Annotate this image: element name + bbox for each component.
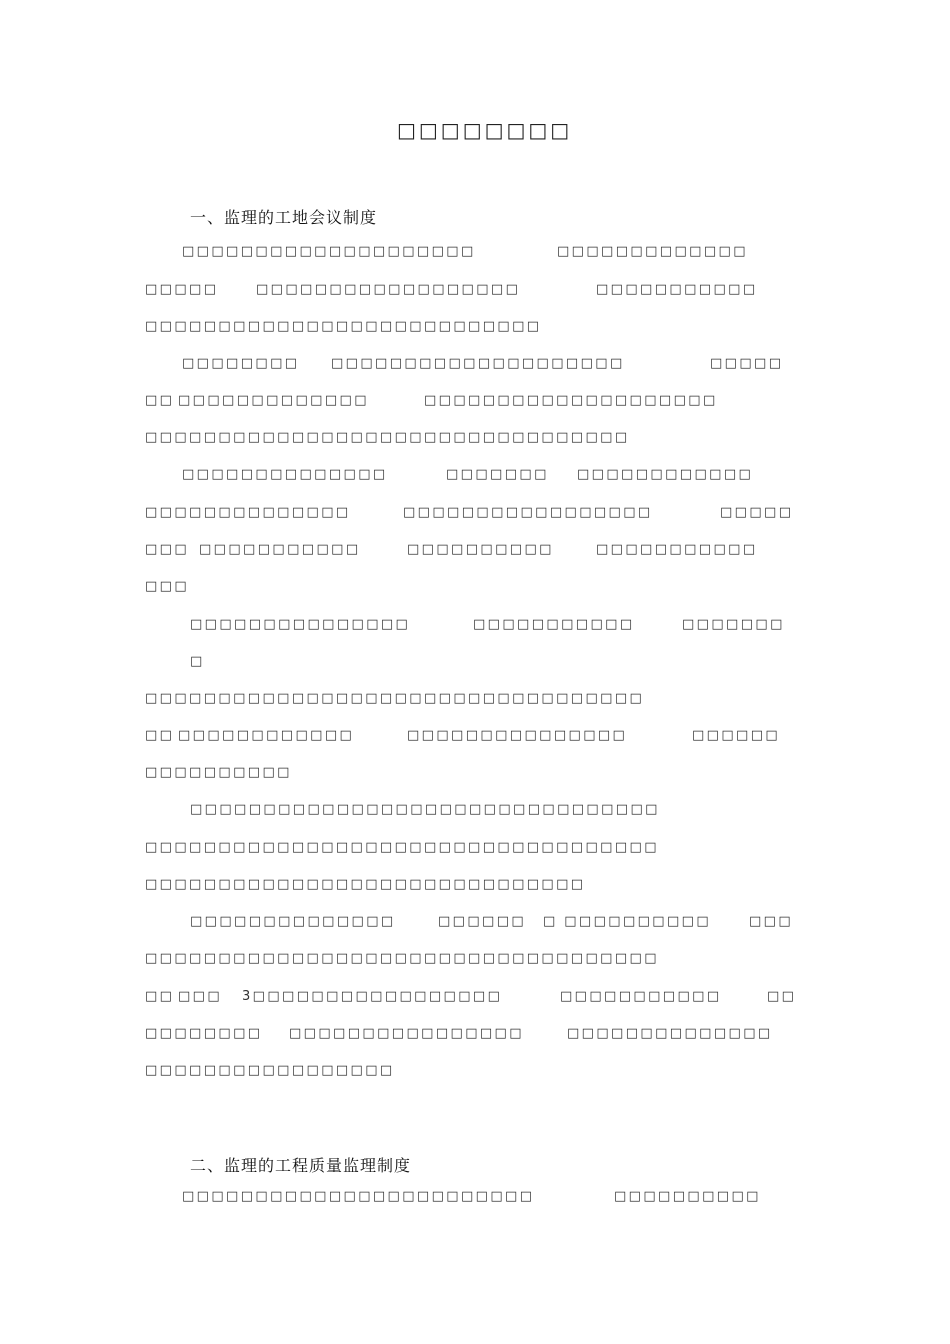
body-text-line: □□□□□□□□□□ <box>145 765 292 780</box>
body-text-line: □□□□□□□□ <box>145 1026 263 1041</box>
body-text-line: □□□□□□□□□□□□□□ <box>182 467 388 482</box>
body-text-line: □□□□□□□□□□□□□ <box>178 393 369 408</box>
section-heading-1: 一、监理的工地会议制度 <box>190 208 378 227</box>
body-text-line: □□□□□□□□□□□□□□□□□□□□□□□□□□□□□□□□□□ <box>145 691 645 706</box>
body-text-line: □□□□□□□□□□□ <box>596 282 758 297</box>
body-text-line: □□□□□□□□□□□□□□□□□□□□□□□□□□□□□□□□□□□ <box>145 840 659 855</box>
body-text-line: □□□□□□□□□□□□□ <box>557 244 748 259</box>
body-text-line: □□□□□□□□□□□□ <box>577 467 754 482</box>
body-text-line: □□□□□□□□□□□□□□□□□□□□ <box>424 393 718 408</box>
body-text-line: □□□□□□□□□□□□ <box>178 728 355 743</box>
body-text-line: □□□□□ <box>710 356 784 371</box>
body-text-line: □□□□□□□□□□□□□□□□□□□□□□□□□□□□□□□□□□□ <box>145 951 659 966</box>
body-text-line: □□□□□□□□□□□□□□□□□□□□ <box>182 244 476 259</box>
body-text-line: □□□□□ <box>145 282 219 297</box>
body-text-line: □□□□□□□□□□ <box>614 1189 761 1204</box>
body-text-line: □□□□□□□□□□□□□□□□□□□□□□□□□□□□□□□□ <box>190 802 660 817</box>
body-text-line: □□□□□□□□□□□ <box>596 542 758 557</box>
body-text-line: □□□ <box>178 989 223 1004</box>
body-text-line: □□ <box>145 989 175 1004</box>
body-text-line: □□□□□□□□□□□□□□□ <box>190 617 411 632</box>
body-text-line: □□□□□□□□□□□□□□□□□□□□□□□□□□□□□□□□□ <box>145 430 630 445</box>
body-text-line: □□□□□□□□□□□□□□□□□□ <box>256 282 521 297</box>
body-text-line: □□ <box>145 728 175 743</box>
body-text-line: □□□ <box>145 579 190 594</box>
body-text-line: □□□□□□□□□□□□□□□□□□□□□□□□ <box>182 1189 535 1204</box>
body-text-line: □□ <box>767 989 797 1004</box>
body-text-line: □□□□□□□□□□□□□□□ <box>407 728 628 743</box>
body-text-line: □□□□□□□□□□□□□□□□□ <box>403 505 653 520</box>
body-text-line: □□□□□□□□□□□□□□□□□□□□□□□□□□□ <box>145 319 542 334</box>
body-text-line: □□□ <box>749 914 794 929</box>
body-text-line: □□□□□□□□□□□□□□ <box>567 1026 773 1041</box>
body-text-line: 3□□□□□□□□□□□□□□□□□ <box>242 989 503 1004</box>
body-text-line: □□□□□□□□□□ <box>407 542 554 557</box>
body-text-line: □□□□□□ <box>692 728 781 743</box>
body-text-line: □ □□□□□□□□□□ <box>543 914 712 929</box>
body-text-line: □□□□□□□□□□□□□□□□□□□□□□□□□□□□□□ <box>145 877 586 892</box>
body-text-line: □□□□□□□□□□□□□□□□□ <box>145 1063 395 1078</box>
body-text-line: □□□□□□□□□□□ <box>473 617 635 632</box>
body-text-line: □□□□□□□□□□□ <box>560 989 722 1004</box>
body-text-line: □□□□□□□□□□□□□□ <box>190 914 396 929</box>
body-text-line: □□□□□□□□□□□ <box>199 542 361 557</box>
page-title: □□□□□□□□ <box>397 118 573 142</box>
body-text-line: □□□□□□ <box>438 914 527 929</box>
body-text-line: □ <box>190 654 205 669</box>
body-text-line: □□□□□□□ <box>446 467 549 482</box>
body-text-line: □□□□□□□□□□□□□□ <box>145 505 351 520</box>
body-text-line: □□□□□□□□ <box>182 356 300 371</box>
body-text-line: □□□□□□□ <box>682 617 785 632</box>
body-text-line: □□ <box>145 393 175 408</box>
body-text-line: □□□ <box>145 542 190 557</box>
section-heading-2: 二、监理的工程质量监理制度 <box>190 1156 412 1175</box>
body-text-line: □□□□□ <box>720 505 794 520</box>
body-text-line: □□□□□□□□□□□□□□□□ <box>289 1026 524 1041</box>
body-text-line: □□□□□□□□□□□□□□□□□□□□ <box>331 356 625 371</box>
